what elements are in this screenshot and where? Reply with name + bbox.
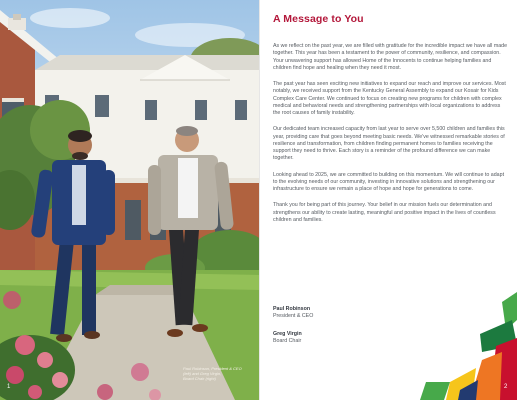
page-number-left: 1 xyxy=(7,384,11,390)
letter-paragraph: Looking ahead to 2025, we are committed to building on this momentum. We will continue to adapt to the evolving needs of our community, investing in innovative solutions and strengthening our infrastructure to ensure we remain a place of hope and hope for generations to come. xyxy=(273,171,505,192)
photo-caption: Paul Robinson, President & CEO (left) and Greg Virgin, Board Chair (right) xyxy=(183,366,242,381)
signature-ceo xyxy=(273,306,393,320)
letter-paragraph: As we reflect on the past year, we are filled with gratitude for the incredible impact we have all made together. This year has been a testament to the power of community, resilience, and compassion. Your unwavering support has allowed Home of the Innocents to continue helping families and children find hope and healing when they need it most. xyxy=(273,43,508,71)
letter-paragraph: The past year has seen exciting new initiatives to expand our reach and improve our services. Most notably, we received support from the Kentucky General Assembly to expand our Kosair for Kids Complex Care Center. We continued to focus on creating new programs for children with complex medical and behavioral needs and strengthening partnerships with local organizations to address the root causes of family instability. xyxy=(273,81,506,116)
letter-page xyxy=(260,0,517,400)
letter-body xyxy=(273,43,509,233)
geometric-brand-graphic xyxy=(420,290,517,400)
letter-paragraph: Thank you for being part of this journey. Your belief in our mission fuels our determination and strengthens our ability to create lasting, meaningful and positive impact in the lives of countless children and families. xyxy=(273,202,496,223)
signature-name: Greg Virgin xyxy=(273,331,302,337)
signature-title: Board Chair xyxy=(273,338,302,344)
signature-board-chair xyxy=(273,331,393,345)
letter-title: A Message to You xyxy=(273,13,364,25)
page-number-right: 2 xyxy=(504,384,508,390)
letter-paragraph: Our dedicated team increased capacity from last year to serve over 5,500 children and families this year, providing care that goes beyond meeting basic needs. We've witnessed remarkable stories of resilience and transformation, from children finding permanent homes to families receiving the support they need to thrive. Each story is a reminder of the profound difference we can make together. xyxy=(273,126,505,162)
signature-title: President & CEO xyxy=(273,313,314,319)
signature-name: Paul Robinson xyxy=(273,306,311,312)
